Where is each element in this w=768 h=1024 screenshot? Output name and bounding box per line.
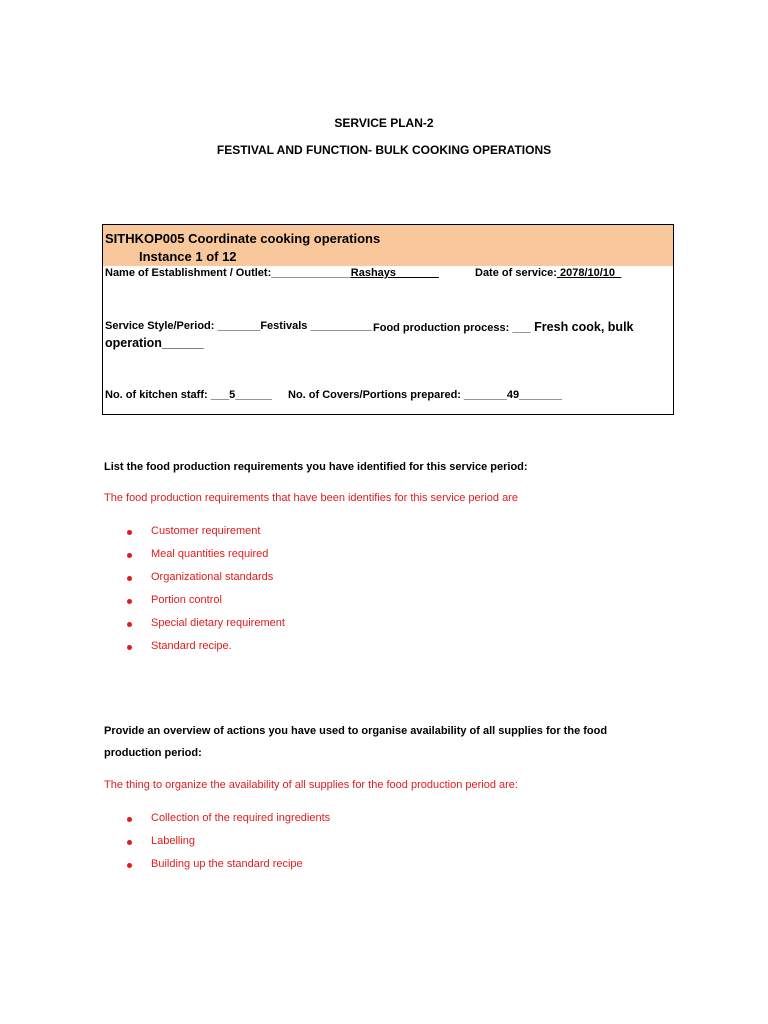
establishment-field: Name of Establishment / Outlet:_____________Rashays_______ (105, 267, 439, 279)
date-field: Date of service: 2078/10/10_ (475, 267, 622, 279)
list-item: Meal quantities required (103, 548, 503, 571)
production-process-value: Fresh cook, bulk (530, 320, 634, 334)
list-item: Organizational standards (103, 571, 503, 594)
requirements-list (103, 525, 503, 663)
bullet-icon (127, 863, 132, 868)
supplies-list (103, 812, 503, 881)
bullet-icon (127, 599, 132, 604)
list-item: Labelling (103, 835, 503, 858)
bullet-icon (127, 622, 132, 627)
unit-info-box (102, 224, 674, 415)
answer-requirements: The food production requirements that have been identifies for this service period are (104, 492, 518, 504)
answer-supplies: The thing to organize the availability of all supplies for the food production period are: (104, 779, 518, 791)
list-item: Standard recipe. (103, 640, 503, 663)
production-process-field: Food production process: ___ Fresh cook, bulk (373, 320, 634, 334)
covers-value: 49 (506, 389, 520, 401)
question-supplies-line2: production period: (104, 747, 202, 759)
date-value: 2078/10/10_ (556, 267, 622, 279)
establishment-value: Rashays (350, 267, 397, 279)
document-subtitle: FESTIVAL AND FUNCTION- BULK COOKING OPERATIONS (216, 143, 552, 157)
list-item: Special dietary requirement (103, 617, 503, 640)
bullet-icon (127, 645, 132, 650)
service-style-value: Festivals (260, 320, 308, 332)
covers-field: No. of Covers/Portions prepared: _______49_______ (288, 389, 562, 401)
bullet-icon (127, 576, 132, 581)
list-item: Collection of the required ingredients (103, 812, 503, 835)
list-item: Customer requirement (103, 525, 503, 548)
bullet-icon (127, 817, 132, 822)
unit-code-title: SITHKOP005 Coordinate cooking operations (105, 231, 381, 246)
service-style-field: Service Style/Period: _______Festivals __________ (105, 320, 372, 332)
list-item: Building up the standard recipe (103, 858, 503, 881)
bullet-icon (127, 840, 132, 845)
list-item: Portion control (103, 594, 503, 617)
bullet-icon (127, 530, 132, 535)
bullet-icon (127, 553, 132, 558)
unit-header (103, 225, 673, 266)
document-title: SERVICE PLAN-2 (334, 116, 434, 130)
kitchen-staff-field: No. of kitchen staff: ___5______ (105, 389, 272, 401)
kitchen-staff-value: 5 (229, 389, 236, 401)
instance-label: Instance 1 of 12 (139, 249, 237, 264)
production-process-value-cont: operation______ (105, 336, 204, 350)
question-supplies-line1: Provide an overview of actions you have used to organise availability of all supplies for the food (104, 725, 608, 737)
question-requirements: List the food production requirements you have identified for this service period: (104, 461, 528, 473)
